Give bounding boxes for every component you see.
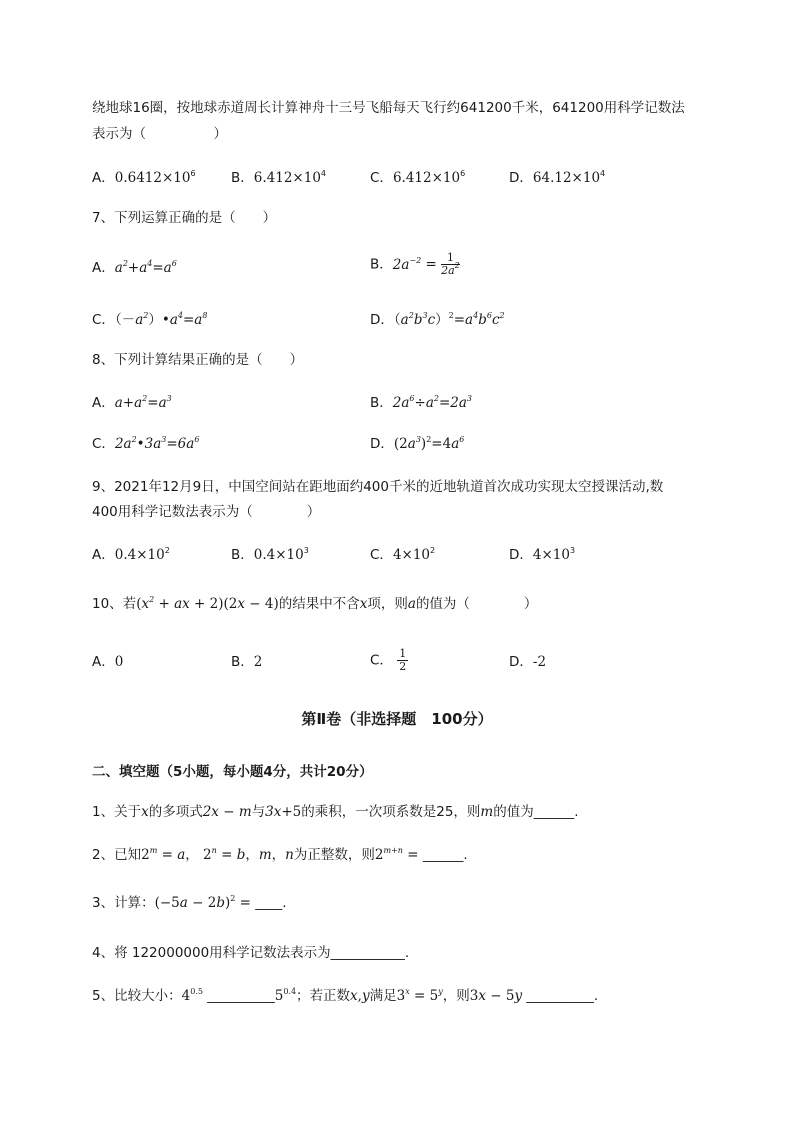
q6-option-a[interactable]: A．$0.6412\times 10^6$ (92, 169, 196, 186)
q6-line2: 表示为（ ） (92, 126, 227, 142)
q8-option-c[interactable]: C．$2a^2•3a^3=6a^6$ (92, 435, 200, 452)
q8-option-a[interactable]: A．$a+a^2=a^3$ (92, 394, 172, 411)
section2-title: 二、填空题（5小题，每小题4分，共计20分） (92, 764, 373, 780)
q9-option-c[interactable]: C．$4\times 10^2$ (370, 546, 436, 563)
q9-line2: 400用科学记数法表示为（ ） (92, 504, 321, 520)
q6-line1: 绕地球16圈，按地球赤道周长计算神舟十三号飞船每天飞行约641200千米，641200用科学记数法 (92, 100, 685, 116)
q8-option-d[interactable]: D．$(2a^3)^2=4a^6$ (370, 435, 465, 452)
fill-q2: 2、已知$2^m = a$， $2^n = b$，m，n为正整数，则$2^{m+n}$ = ______. (92, 846, 468, 863)
q9-line1: 9、2021年12月9日，中国空间站在距地面约400千米的近地轨道首次成功实现太空授课活动,数 (92, 479, 664, 495)
fill-q1: 1、关于x的多项式2x − m与3x+5的乘积，一次项系数是25，则m的值为______. (92, 804, 579, 820)
fraction-one-half: $\frac{1}{2}$ (399, 647, 407, 673)
fill-q5: 5、比较大小：$4^{0.5}$ $\_\_\_\_\_\_\_\_\_\_5^{0.4}$；若正数x,y满足$3^x = 5^y$，则3x − 5y __________. (92, 987, 599, 1004)
q9-option-d[interactable]: D．$4\times 10^3$ (509, 546, 576, 563)
q10-option-b[interactable]: B．2 (231, 654, 263, 670)
q7-option-c[interactable]: C．$(-a^2)•a^4=a^8$ (92, 311, 208, 328)
part2-title: 第Ⅱ卷（非选择题 100分） (301, 710, 493, 728)
q8-option-b[interactable]: B．$2a^6\div a^2=2a^3$ (370, 394, 473, 411)
q10-stem: 10、若($x^2$ + ax + 2)(2x − 4)的结果中不含x项，则a的值为（ ） (92, 595, 538, 612)
q10-option-c[interactable]: C． $\frac{1}{2}$ (370, 647, 407, 673)
q8-stem: 8、下列计算结果正确的是（ ） (92, 352, 304, 368)
q7-option-a[interactable]: A．$a^2+a^4=a^6$ (92, 259, 177, 276)
q6-option-d[interactable]: D．$64.12\times 10^4$ (509, 169, 606, 186)
q7-option-d[interactable]: D．$(a^2b^3c)^2=a^4b^6c^2$ (370, 311, 505, 328)
q6-option-b[interactable]: B．$6.412\times 10^4$ (231, 169, 326, 186)
q9-option-a[interactable]: A．$0.4\times 10^2$ (92, 546, 170, 563)
q7-option-b[interactable]: B．$2a^{-2}$ = $\frac{1}{2a^2}$ (370, 251, 460, 277)
q6-option-c[interactable]: C．$6.412\times 10^6$ (370, 169, 466, 186)
fill-q4: 4、将 122000000用科学记数法表示为___________. (92, 945, 410, 961)
q9-option-b[interactable]: B．$0.4\times 10^3$ (231, 546, 309, 563)
q7-stem: 7、下列运算正确的是（ ） (92, 210, 277, 226)
q10-option-d[interactable]: D．-2 (509, 654, 547, 670)
fraction: $\frac{1}{2a^2}$ (441, 251, 460, 277)
q10-option-a[interactable]: A．0 (92, 654, 124, 670)
fill-q3: 3、计算：$(-5a - 2b)^2$ = ____. (92, 894, 287, 911)
